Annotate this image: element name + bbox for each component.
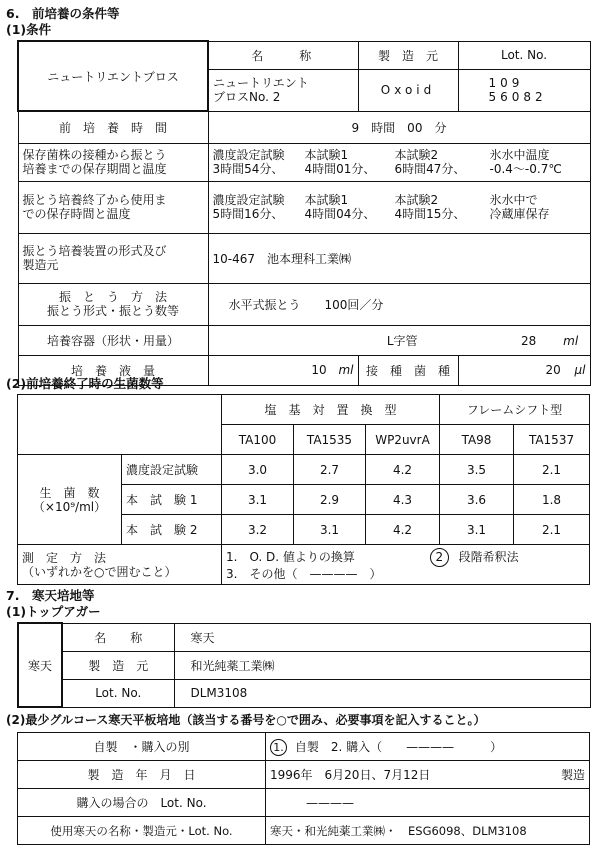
culture-volume-label: 培 養 液 量 — [18, 355, 208, 385]
viable-count-cell: 3.1 — [222, 485, 294, 515]
storage-after-a1: 濃度設定試験 — [212, 193, 285, 207]
storage-after-a2: 5時間16分、 — [212, 207, 284, 221]
storage-after-c1: 本試験2 — [394, 193, 439, 207]
method-label — [18, 545, 222, 585]
purchase-lot-label: 購入の場合の Lot. No. — [18, 789, 266, 817]
vessel-value — [208, 325, 590, 355]
broth-name — [208, 69, 358, 111]
storage-after-value — [208, 181, 590, 233]
shaking-method-label — [18, 283, 208, 325]
selected-circle-icon: 1. — [270, 739, 287, 756]
preculture-time-value: 9 時間 00 分 — [208, 111, 590, 143]
storage-after-b2: 4時間04分、 — [304, 207, 376, 221]
source-value — [266, 733, 590, 761]
storage-after-d1: 氷水中で — [489, 193, 538, 207]
shaker-label-line1: 振とう培養装置の形式及び — [22, 244, 167, 258]
method-option-1: 1. O. D. 値よりの換算 — [226, 550, 355, 564]
selected-circle-icon: 2 — [430, 548, 449, 567]
storage-after-label — [18, 181, 208, 233]
method-option-2: 段階希釈法 — [458, 550, 519, 564]
group-frameshift: フレームシフト型 — [440, 395, 590, 425]
header-lot: Lot. No. — [458, 41, 590, 69]
broth-maker: Oxoid — [358, 69, 458, 111]
broth-name-line1: ニュートリエント — [213, 76, 309, 90]
vessel-shape: L字管 — [386, 333, 418, 348]
storage-before-value — [208, 143, 590, 181]
viable-count-unit: （×10⁹/ml） — [32, 499, 107, 514]
agar-row-value: 寒天 — [174, 623, 590, 651]
viable-row-label: 本 試 験 1 — [122, 485, 222, 515]
shaking-method-value: 水平式振とう 100回／分 — [208, 283, 590, 325]
viable-count-cell: 2.1 — [514, 455, 590, 485]
viable-count-rowhead — [18, 455, 122, 545]
storage-before-c1: 本試験2 — [394, 148, 439, 162]
viable-count-cell: 3.5 — [440, 455, 514, 485]
storage-after-d2: 冷蔵庫保存 — [489, 207, 550, 221]
storage-before-a2: 3時間54分、 — [212, 162, 284, 176]
storage-before-b2: 4時間01分、 — [304, 162, 376, 176]
agar-group-label: 寒天 — [18, 623, 62, 707]
header-name: 名 称 — [208, 41, 358, 69]
broth-label: ニュートリエントブロス — [18, 41, 208, 111]
shaker-value: 10-467 池本理科工業㈱ — [208, 233, 590, 283]
inoculum-number: 20 — [545, 363, 561, 377]
source-options: 自製 2. 購入（ ———— ） — [294, 739, 503, 754]
agar-row-label: Lot. No. — [62, 679, 174, 707]
agar-row-value: DLM3108 — [174, 679, 590, 707]
viable-count-cell: 3.2 — [222, 515, 294, 545]
culture-volume-value — [208, 355, 358, 385]
storage-after-label-line2: での保存時間と温度 — [22, 207, 131, 221]
inoculum-value — [458, 355, 590, 385]
method-label-line2: （いずれかを○で囲むこと） — [22, 564, 177, 579]
source-label: 自製 ・購入の別 — [18, 733, 266, 761]
manufacture-date-value — [266, 761, 590, 789]
storage-before-b1: 本試験1 — [304, 148, 349, 162]
viable-count-cell: 2.9 — [294, 485, 366, 515]
viable-count-cell: 2.7 — [294, 455, 366, 485]
viable-count-cell: 2.1 — [514, 515, 590, 545]
storage-before-label-line2: 培養までの保存期間と温度 — [22, 162, 167, 176]
vessel-label: 培養容器（形状・用量） — [18, 325, 208, 355]
shaking-method-label-line2: 振とう形式・振とう数等 — [46, 304, 179, 318]
preculture-conditions-table — [17, 40, 591, 386]
manufacture-suffix: 製造 — [560, 768, 585, 782]
storage-before-d2: -0.4～-0.7℃ — [489, 162, 562, 176]
viable-row-label: 濃度設定試験 — [122, 455, 222, 485]
strain-header: TA100 — [222, 425, 294, 455]
method-label-line1: 測 定 方 法 — [22, 550, 107, 565]
agar-used-value: 寒天・和光純薬工業㈱・ ESG6098、DLM3108 — [266, 817, 590, 845]
storage-before-d1: 氷水中温度 — [489, 148, 550, 162]
agar-row-label: 製 造 元 — [62, 651, 174, 679]
broth-lot — [458, 69, 590, 111]
storage-after-c2: 4時間15分、 — [394, 207, 466, 221]
culture-volume-number: 10 — [311, 363, 327, 377]
viable-count-cell: 3.1 — [294, 515, 366, 545]
section6-title: 6. 前培養の条件等 — [6, 6, 120, 21]
shaker-label-line2: 製造元 — [22, 258, 59, 272]
section7-sub1: (1)トップアガー — [6, 604, 101, 619]
corner-cell — [18, 395, 222, 455]
inoculum-label: 接 種 菌 種 — [358, 355, 458, 385]
viable-count-cell: 1.8 — [514, 485, 590, 515]
method-options — [222, 545, 590, 585]
section7-title: 7. 寒天培地等 — [6, 588, 95, 603]
viable-row-label: 本 試 験 2 — [122, 515, 222, 545]
agar-used-label: 使用寒天の名称・製造元・Lot. No. — [18, 817, 266, 845]
vessel-unit: ml — [563, 333, 579, 348]
broth-lot-line2: 56082 — [488, 90, 547, 104]
viable-count-label: 生 菌 数 — [39, 485, 100, 500]
agar-row-label: 名 称 — [62, 623, 174, 651]
strain-header: WP2uvrA — [366, 425, 440, 455]
storage-before-label — [18, 143, 208, 181]
viable-count-cell: 4.2 — [366, 455, 440, 485]
viable-count-cell: 4.2 — [366, 515, 440, 545]
strain-header: TA98 — [440, 425, 514, 455]
viable-count-cell: 3.1 — [440, 515, 514, 545]
culture-volume-unit: ml — [338, 363, 354, 377]
vessel-volume: 28 — [521, 333, 537, 348]
viable-count-cell: 3.6 — [440, 485, 514, 515]
strain-header: TA1535 — [294, 425, 366, 455]
broth-name-line2: ブロスNo. 2 — [213, 90, 281, 104]
storage-before-a1: 濃度設定試験 — [212, 148, 285, 162]
storage-before-c2: 6時間47分、 — [394, 162, 466, 176]
section6-sub2: (2)前培養終了時の生菌数等 — [6, 376, 164, 391]
viable-count-cell: 3.0 — [222, 455, 294, 485]
top-agar-table — [17, 622, 591, 708]
broth-lot-line1: 109 — [488, 76, 524, 90]
glucose-plate-table — [17, 732, 590, 845]
preculture-time-label: 前 培 養 時 間 — [18, 111, 208, 143]
purchase-lot-value: ———— — [266, 789, 590, 817]
viable-count-cell: 4.3 — [366, 485, 440, 515]
manufacture-dates: 1996年 6月20日、7月12日 — [270, 768, 431, 782]
manufacture-date-label: 製 造 年 月 日 — [18, 761, 266, 789]
strain-header: TA1537 — [514, 425, 590, 455]
viable-count-table — [17, 394, 590, 585]
storage-before-label-line1: 保存菌株の接種から振とう — [22, 148, 167, 162]
storage-after-label-line1: 振とう培養終了から使用ま — [22, 193, 167, 207]
section6-sub1: (1)条件 — [6, 22, 52, 37]
shaker-label — [18, 233, 208, 283]
agar-row-value: 和光純薬工業㈱ — [174, 651, 590, 679]
group-base-substitution: 塩 基 対 置 換 型 — [222, 395, 440, 425]
section7-sub2: (2)最少グルコース寒天平板培地（該当する番号を○で囲み、必要事項を記入すること。） — [6, 713, 486, 727]
storage-after-b1: 本試験1 — [304, 193, 349, 207]
shaking-method-label-line1: 振 と う 方 法 — [58, 290, 167, 304]
header-maker: 製 造 元 — [358, 41, 458, 69]
method-option-3: 3. その他（ ———— ） — [226, 567, 382, 581]
inoculum-unit: μl — [574, 363, 586, 377]
